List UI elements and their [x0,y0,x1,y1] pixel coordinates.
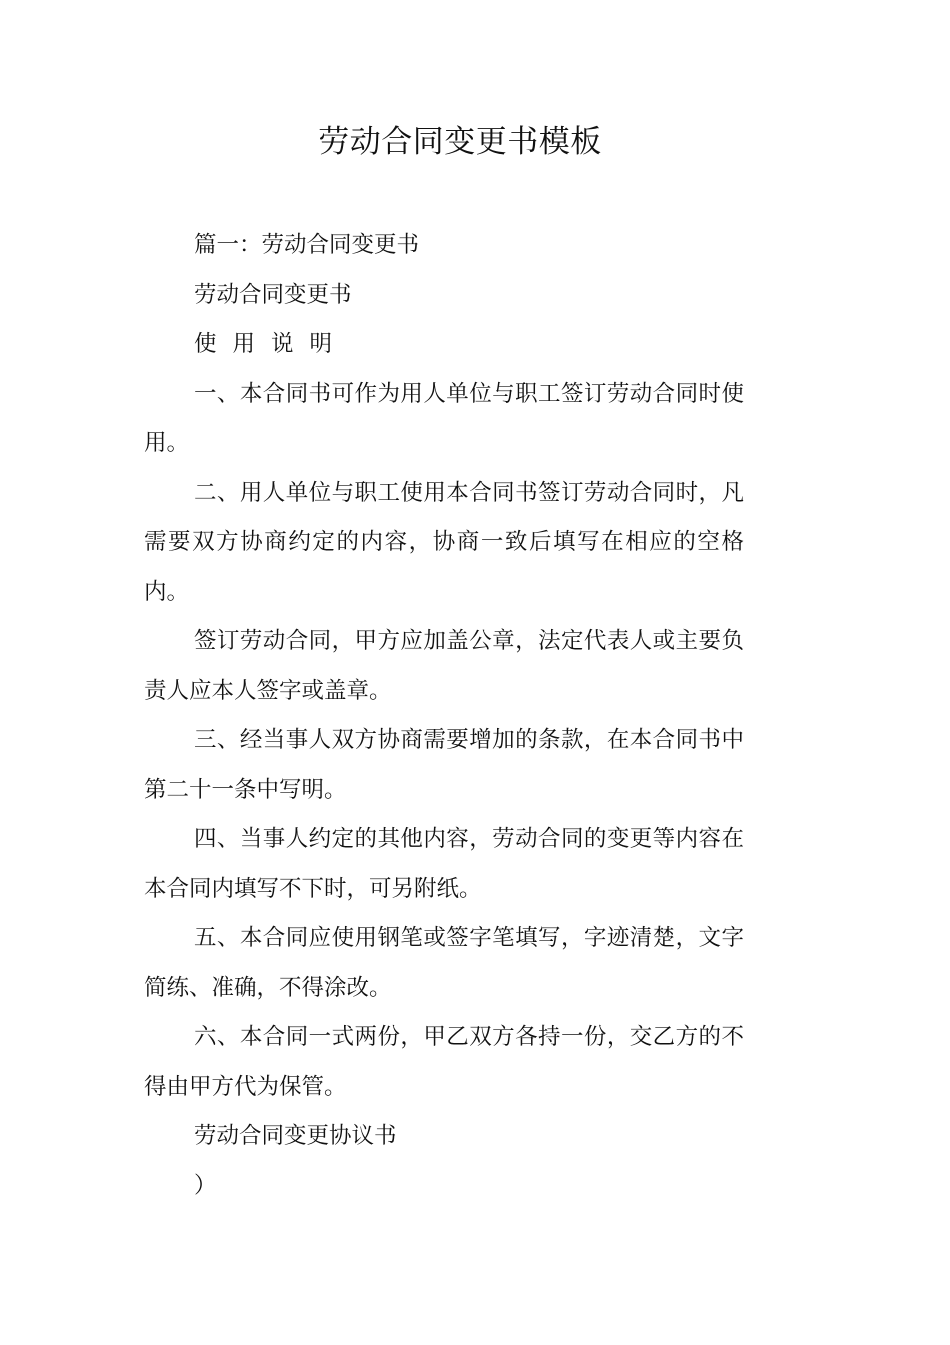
instruction-paragraph: 二、用人单位与职工使用本合同书签订劳动合同时，凡需要双方协商约定的内容，协商一致后填写在相应的空格内。 [144,479,744,605]
document-title: 劳动合同变更书模板 [318,124,602,160]
section-heading: 篇一：劳动合同变更书 [194,232,420,258]
instruction-paragraph: 五、本合同应使用钢笔或签字笔填写，字迹清楚，文字简练、准确，不得涂改。 [144,925,744,1001]
document-body [144,221,744,1211]
instruction-paragraph: 六、本合同一式两份，甲乙双方各持一份，交乙方的不得由甲方代为保管。 [144,1024,744,1100]
instruction-paragraph: 一、本合同书可作为用人单位与职工签订劳动合同时使用。 [144,380,744,456]
agreement-heading: 劳动合同变更协议书 [194,1123,397,1149]
closing-paren: ） [194,1172,217,1199]
subtitle: 劳动合同变更书 [194,281,352,308]
instruction-paragraph: 签订劳动合同，甲方应加盖公章，法定代表人或主要负责人应本人签字或盖章。 [144,628,744,704]
instructions-heading: 使用说明 [194,331,349,357]
instruction-paragraph: 三、经当事人双方协商需要增加的条款，在本合同书中第二十一条中写明。 [144,727,744,803]
instruction-paragraph: 四、当事人约定的其他内容，劳动合同的变更等内容在本合同内填写不下时，可另附纸。 [144,826,744,902]
